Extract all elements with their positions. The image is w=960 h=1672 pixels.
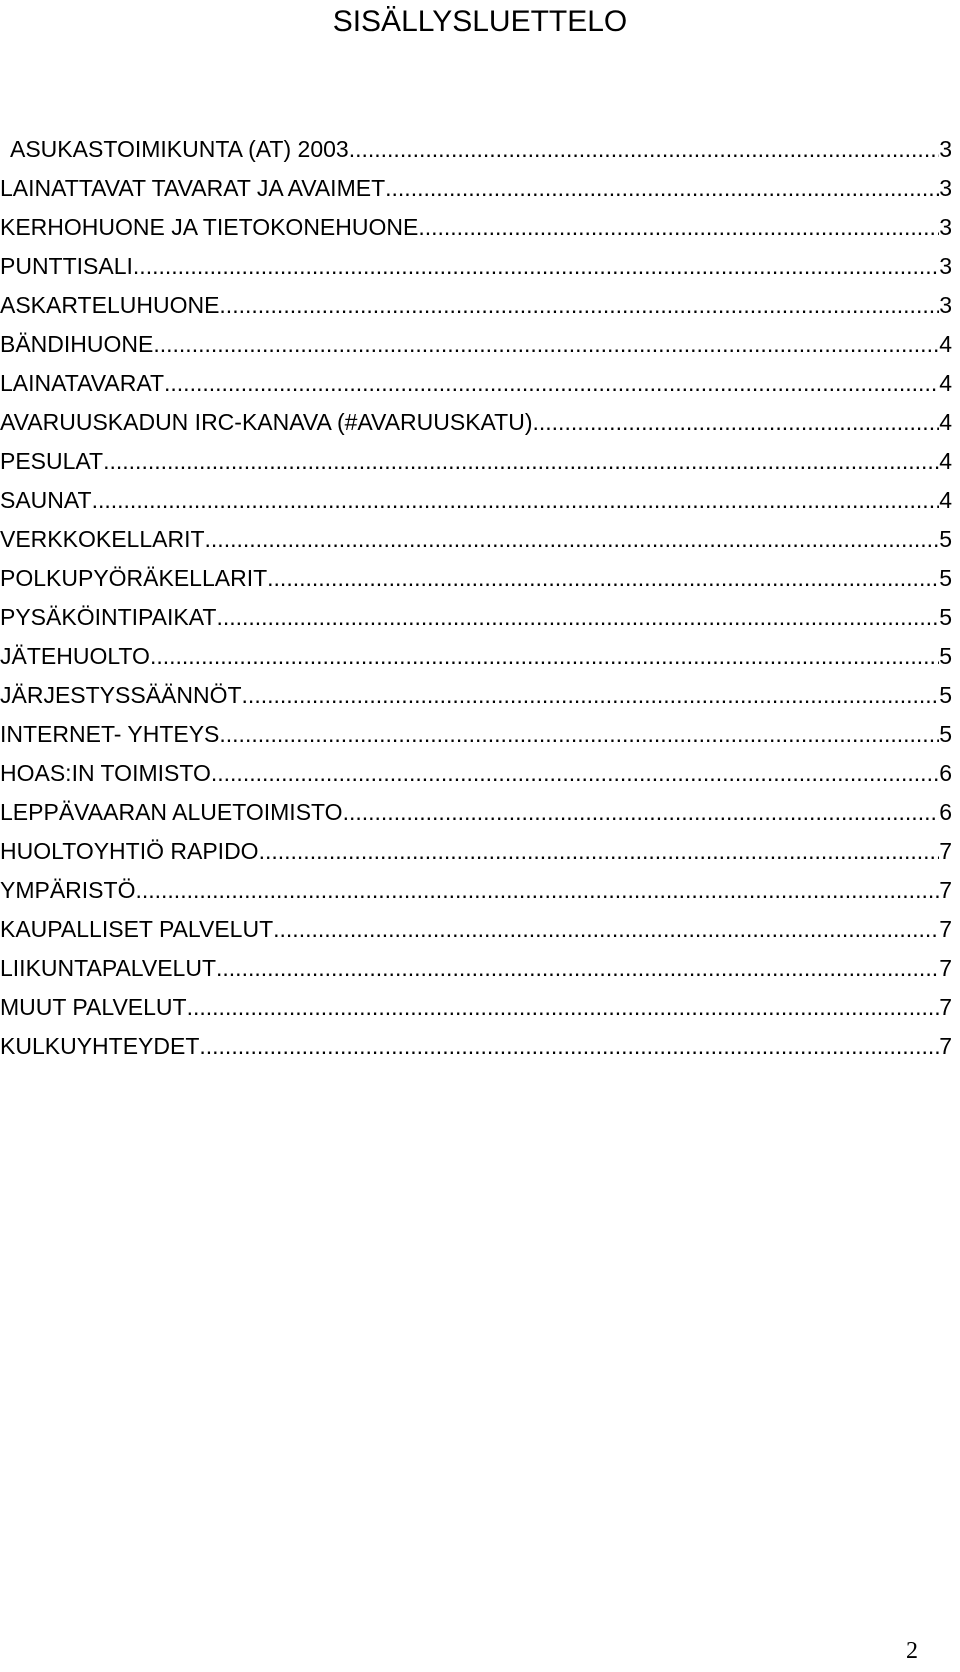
toc-dot-leader xyxy=(242,676,940,715)
toc-entry-label: AVARUUSKADUN IRC-KANAVA (#AVARUUSKATU) xyxy=(0,409,533,435)
toc-entry[interactable] xyxy=(0,637,952,676)
toc-dot-leader xyxy=(343,793,940,832)
toc-dot-leader xyxy=(219,715,939,754)
toc-dot-leader xyxy=(273,910,939,949)
toc-entry-page: 5 xyxy=(939,721,952,747)
toc-dot-leader xyxy=(164,364,939,403)
toc-dot-leader xyxy=(385,169,939,208)
toc-entry-label: PYSÄKÖINTIPAIKAT xyxy=(0,604,217,630)
toc-entry[interactable] xyxy=(0,520,952,559)
toc-entry-label: BÄNDIHUONE xyxy=(0,331,154,357)
toc-entry-page: 3 xyxy=(939,253,952,279)
toc-entry-page: 5 xyxy=(939,643,952,669)
toc-entry-page: 6 xyxy=(939,760,952,786)
page-number: 2 xyxy=(906,1638,918,1664)
toc-entry-page: 7 xyxy=(939,955,952,981)
toc-entry-label: HUOLTOYHTIÖ RAPIDO xyxy=(0,838,259,864)
toc-dot-leader xyxy=(153,325,939,364)
toc-entry-page: 7 xyxy=(939,877,952,903)
toc-entry-label: YMPÄRISTÖ xyxy=(0,877,136,903)
toc-entry-page: 7 xyxy=(939,1033,952,1059)
toc-dot-leader xyxy=(187,988,940,1027)
toc-dot-leader xyxy=(103,442,939,481)
toc-entry[interactable] xyxy=(0,364,952,403)
toc-dot-leader xyxy=(219,286,939,325)
toc-entry[interactable] xyxy=(0,988,952,1027)
toc-entry-label: PESULAT xyxy=(0,448,104,474)
toc-entry-label: KULKUYHTEYDET xyxy=(0,1033,200,1059)
toc-entry-page: 3 xyxy=(939,175,952,201)
toc-entry-page: 5 xyxy=(939,682,952,708)
toc-entry-page: 4 xyxy=(939,487,952,513)
toc-dot-leader xyxy=(267,559,939,598)
toc-entry[interactable] xyxy=(0,559,952,598)
toc-entry[interactable] xyxy=(0,871,952,910)
toc-entry[interactable] xyxy=(0,754,952,793)
toc-dot-leader xyxy=(216,598,939,637)
toc-dot-leader xyxy=(349,130,940,169)
toc-entry[interactable] xyxy=(0,676,952,715)
toc-entry[interactable] xyxy=(0,715,952,754)
toc-entry-label: INTERNET- YHTEYS xyxy=(0,721,220,747)
toc-entry-page: 5 xyxy=(939,526,952,552)
toc-entry[interactable] xyxy=(0,832,952,871)
page-title: SISÄLLYSLUETTELO xyxy=(332,5,628,38)
toc-entry-label: KAUPALLISET PALVELUT xyxy=(0,916,274,942)
toc-entry-page: 5 xyxy=(939,565,952,591)
table-of-contents xyxy=(0,130,952,1066)
toc-entry-page: 3 xyxy=(939,214,952,240)
toc-dot-leader xyxy=(150,637,939,676)
toc-dot-leader xyxy=(205,520,940,559)
toc-dot-leader xyxy=(92,481,940,520)
toc-dot-leader xyxy=(216,949,939,988)
toc-entry[interactable] xyxy=(0,130,952,169)
toc-entry-label: VERKKOKELLARIT xyxy=(0,526,205,552)
toc-entry-label: ASKARTELUHUONE xyxy=(0,292,220,318)
toc-entry-label: LEPPÄVAARAN ALUETOIMISTO xyxy=(0,799,343,825)
toc-entry-page: 4 xyxy=(939,331,952,357)
toc-entry-page: 4 xyxy=(939,448,952,474)
toc-entry-label: PUNTTISALI xyxy=(0,253,133,279)
toc-entry[interactable] xyxy=(0,598,952,637)
toc-dot-leader xyxy=(135,871,939,910)
toc-entry[interactable] xyxy=(0,481,952,520)
toc-entry[interactable] xyxy=(0,169,952,208)
toc-entry-label: HOAS:IN TOIMISTO xyxy=(0,760,211,786)
toc-entry-page: 7 xyxy=(939,994,952,1020)
toc-entry-label: JÄTEHUOLTO xyxy=(0,643,150,669)
toc-entry-page: 7 xyxy=(939,838,952,864)
toc-dot-leader xyxy=(133,247,939,286)
toc-entry-label: MUUT PALVELUT xyxy=(0,994,187,1020)
toc-dot-leader xyxy=(199,1027,939,1066)
toc-entry[interactable] xyxy=(0,247,952,286)
toc-entry-label: LAINATTAVAT TAVARAT JA AVAIMET xyxy=(0,175,386,201)
toc-entry-label: KERHOHUONE JA TIETOKONEHUONE xyxy=(0,214,419,240)
toc-entry-label: LAINATAVARAT xyxy=(0,370,165,396)
toc-entry[interactable] xyxy=(0,910,952,949)
toc-entry-label: SAUNAT xyxy=(0,487,92,513)
toc-entry[interactable] xyxy=(0,949,952,988)
toc-entry-label: LIIKUNTAPALVELUT xyxy=(0,955,217,981)
toc-entry[interactable] xyxy=(0,793,952,832)
toc-entry-label: POLKUPYÖRÄKELLARIT xyxy=(0,565,268,591)
toc-entry-page: 3 xyxy=(939,292,952,318)
toc-dot-leader xyxy=(211,754,939,793)
toc-entry[interactable] xyxy=(0,442,952,481)
toc-entry[interactable] xyxy=(0,208,952,247)
toc-entry[interactable] xyxy=(0,325,952,364)
toc-dot-leader xyxy=(259,832,940,871)
toc-dot-leader xyxy=(533,403,940,442)
toc-entry-label: JÄRJESTYSSÄÄNNÖT xyxy=(0,682,242,708)
toc-entry-page: 4 xyxy=(939,409,952,435)
toc-entry-page: 6 xyxy=(939,799,952,825)
toc-entry-page: 5 xyxy=(939,604,952,630)
toc-entry[interactable] xyxy=(0,403,952,442)
toc-dot-leader xyxy=(418,208,939,247)
toc-entry[interactable] xyxy=(0,1027,952,1066)
toc-entry-page: 4 xyxy=(939,370,952,396)
toc-entry-page: 3 xyxy=(939,136,952,162)
toc-entry-label: ASUKASTOIMIKUNTA (AT) 2003 xyxy=(10,136,349,162)
toc-entry[interactable] xyxy=(0,286,952,325)
toc-entry-page: 7 xyxy=(939,916,952,942)
